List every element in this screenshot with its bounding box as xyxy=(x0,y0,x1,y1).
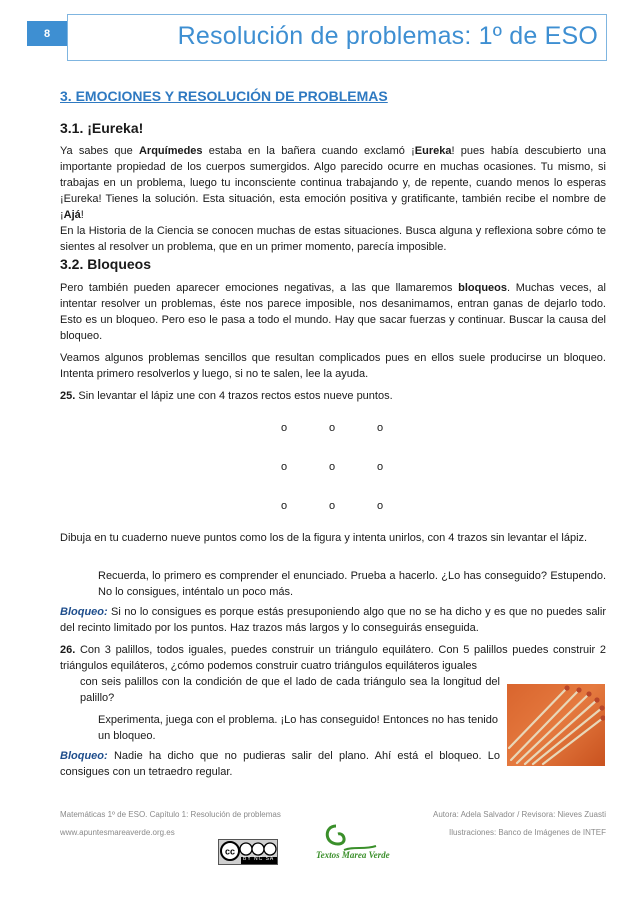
matches-image xyxy=(507,684,605,766)
hint-26: Experimenta, juega con el problema. ¡Lo has conseguido! Entonces no has tenido un bloqueo. xyxy=(98,714,498,742)
svg-text:cc: cc xyxy=(224,846,236,857)
dot: o xyxy=(377,422,384,434)
problems-intro-paragraph: Veamos algunos problemas sencillos que resultan complicados pues en ellos suele producirse un bloqueo. Intenta primero resolverlos y luego, si no te salen, lee la ayuda. xyxy=(60,352,606,380)
section-title: 3. EMOCIONES Y RESOLUCIÓN DE PROBLEMAS xyxy=(60,88,388,104)
header-box xyxy=(67,14,607,61)
problem-26: 26. Con 3 palillos, todos iguales, puedes construir un triángulo equilátero. Con 5 palillos puedes construir 2 triángulos equiláteros, ¿cómo podemos construir cuatro triángulos equiláteros iguales xyxy=(60,644,606,672)
dot: o xyxy=(329,422,336,434)
block-25: Bloqueo: Si no lo consigues es porque estás presuponiendo algo que no se ha dicho y es que no puedes salir del recinto limitado por los puntos. Haz trazos más largos y lo conseguirás enseguida. xyxy=(60,606,606,634)
problem-26-cont: con seis palillos con la condición de que el lado de cada triángulo sea la longitud del palillo? xyxy=(80,676,500,704)
dot: o xyxy=(281,422,288,434)
footer-author: Autora: Adela Salvador / Revisora: Nieves Zuasti xyxy=(433,810,606,819)
marea-verde-logo xyxy=(314,820,398,868)
eureka-paragraph: Ya sabes que Arquímedes estaba en la bañera cuando exclamó ¡Eureka! pues había descubierto una importante propiedad de los cuerpos sumergidos. Algo parecido ocurre en muchas ocasiones. Tu mismo, si trabajas en un problema, luego tu inconsciente continua trabajando y, de repente, cuando menos lo esperas ¡Eureka! Tienes la solución. Esta situación, esta emoción positiva y gratificante, también recibe el nombre de ¡Ajá! xyxy=(60,145,606,221)
bloqueos-paragraph: Pero también pueden aparecer emociones negativas, a las que llamaremos bloqueos. Muchas veces, al intentar resolver un problemas, éste nos parece imposible, nos desanimamos, entran ganas de dejarlo todo. Esto es un bloqueo. Pero eso le pasa a todo el mundo. Hay que sacar fuerzas y continuar. Buscar la causa del bloqueo. xyxy=(60,282,606,342)
dot: o xyxy=(377,500,384,512)
history-paragraph: En la Historia de la Ciencia se conocen muchas de estas situaciones. Busca alguna y reflexiona sobre cómo te sientes al resolver un problema, que en un primer momento, parecía imposible. xyxy=(60,225,606,253)
dot: o xyxy=(377,461,384,473)
subsection-title-eureka: 3.1. ¡Eureka! xyxy=(60,120,144,136)
subsection-title-bloqueos: 3.2. Bloqueos xyxy=(60,256,152,272)
page-title: Resolución de problemas: 1º de ESO xyxy=(177,22,598,50)
cc-license-badge xyxy=(218,839,278,865)
hint-25: Recuerda, lo primero es comprender el enunciado. Prueba a hacerlo. ¿Lo has conseguido? Estupendo. No lo consigues, inténtalo un poco más. xyxy=(98,570,606,598)
dot: o xyxy=(281,461,288,473)
page-number: 8 xyxy=(27,21,67,46)
cc-label: BY NC SA xyxy=(243,856,275,862)
block-26: Bloqueo: Nadie ha dicho que no pudieras salir del plano. Ahí está el bloqueo. Lo consigues con un tetraedro regular. xyxy=(60,750,500,778)
dot: o xyxy=(281,500,288,512)
dot: o xyxy=(329,500,336,512)
logo-text: Textos Marea Verde xyxy=(316,850,390,860)
footer-website[interactable]: www.apuntesmareaverde.org.es xyxy=(60,828,175,837)
dot: o xyxy=(329,461,336,473)
problem-25: 25. Sin levantar el lápiz une con 4 trazos rectos estos nueve puntos. xyxy=(60,390,393,402)
footer-illustrations: Ilustraciones: Banco de Imágenes de INTEF xyxy=(449,828,606,837)
footer-course: Matemáticas 1º de ESO. Capítulo 1: Resolución de problemas xyxy=(60,810,281,819)
draw-instruction: Dibuja en tu cuaderno nueve puntos como los de la figura y intenta unirlos, con 4 trazos sin levantar el lápiz. xyxy=(60,532,588,544)
